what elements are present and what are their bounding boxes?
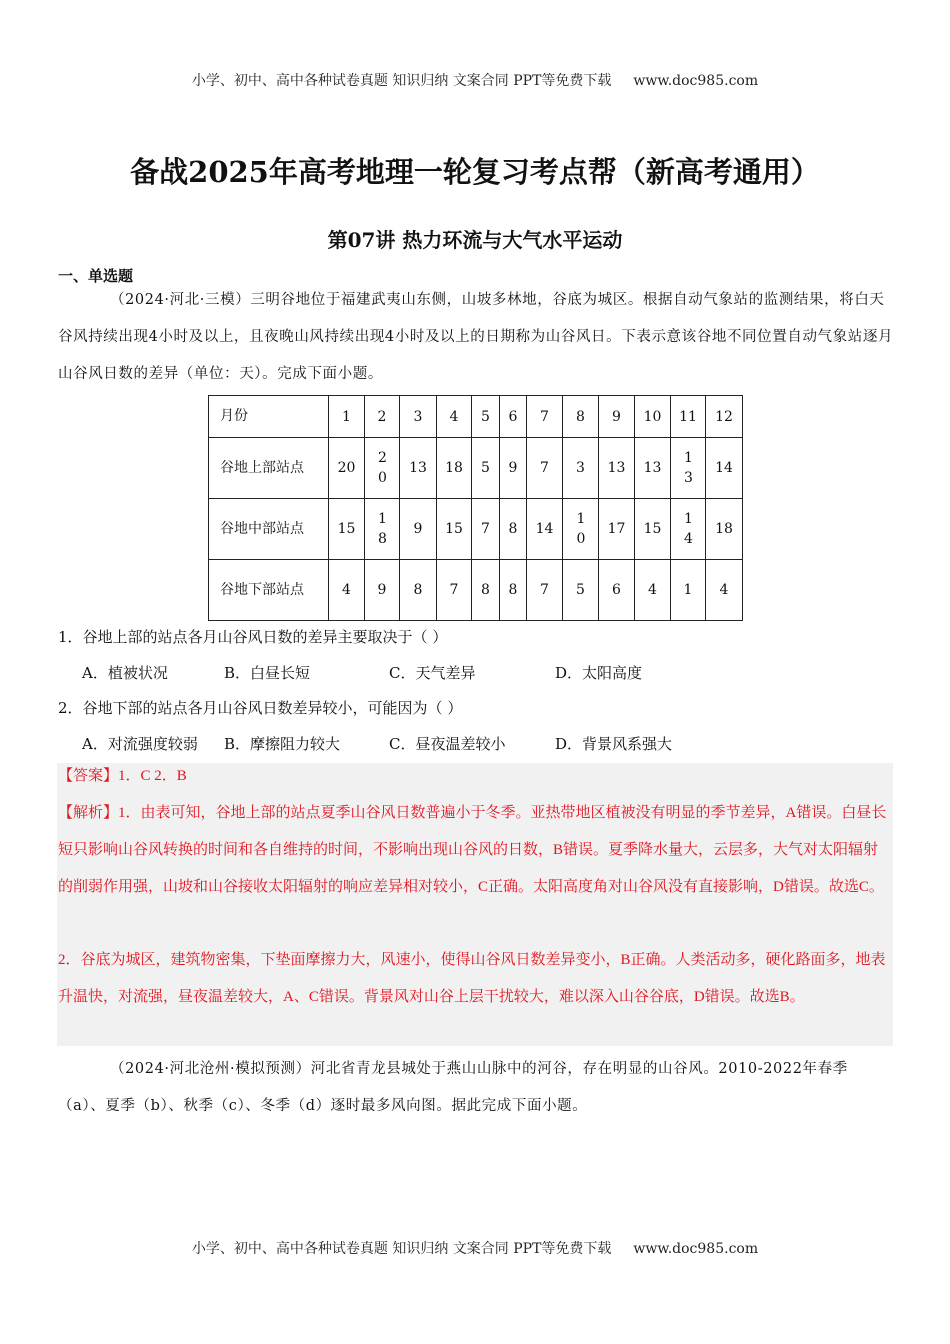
table-cell: 5 (472, 396, 500, 438)
table-cell: 9 (500, 438, 527, 499)
question-2: 2．谷地下部的站点各月山谷风日数差异较小，可能因为（ ） (58, 699, 463, 717)
table-cell: 3 (400, 396, 437, 438)
table-cell: 20 (329, 438, 365, 499)
table-cell: 7 (527, 396, 563, 438)
table-cell: 1 (329, 396, 365, 438)
table-cell: 15 (329, 499, 365, 560)
data-table (208, 395, 743, 621)
q1-option-a: A．植被状况 (82, 664, 168, 682)
table-cell: 9 (400, 499, 437, 560)
table-cell: 14 (706, 438, 743, 499)
table-cell: 8 (472, 560, 500, 621)
table-cell: 13 (400, 438, 437, 499)
table-cell: 谷地上部站点 (209, 438, 329, 499)
lesson-title: 第07讲 热力环流与大气水平运动 (327, 228, 623, 252)
table-header-row (209, 396, 743, 438)
table-cell: 10 (563, 499, 599, 560)
table-row (209, 560, 743, 621)
table-cell: 4 (635, 560, 671, 621)
analysis-1: 【解析】1．由表可知，谷地上部的站点夏季山谷风日数普遍小于冬季。亚热带地区植被没有明显的季节差异，A错误。白昼长短只影响山谷风转换的时间和各自维持的时间，不影响出现山谷风的日数，B错误。夏季降水量大，云层多，大气对太阳辐射的削弱作用强，山坡和山谷接收太阳辐射的响应差异相对较小，C正确。太阳高度角对山谷风没有直接影响，D错误。故选C。 (58, 805, 887, 895)
table-cell: 14 (527, 499, 563, 560)
table-cell: 1 (671, 560, 706, 621)
table-cell: 4 (329, 560, 365, 621)
q2-option-a: A．对流强度较弱 (82, 735, 198, 753)
table-cell: 2 (365, 396, 400, 438)
table-cell: 谷地下部站点 (209, 560, 329, 621)
document-title: 备战2025年高考地理一轮复习考点帮（新高考通用） (130, 155, 820, 189)
header-url[interactable]: www.doc985.com (633, 73, 759, 89)
table-cell: 3 (563, 438, 599, 499)
table-cell: 10 (635, 396, 671, 438)
table-cell: 18 (437, 438, 472, 499)
table-cell: 8 (500, 560, 527, 621)
table-cell: 月份 (209, 396, 329, 438)
table-cell: 5 (472, 438, 500, 499)
analysis-2: 2．谷底为城区，建筑物密集，下垫面摩擦力大，风速小，使得山谷风日数差异变小，B正确。人类活动多，硬化路面多，地表升温快，对流强，昼夜温差较大，A、C错误。背景风对山谷上层干扰较大，难以深入山谷谷底，D错误。故选B。 (58, 952, 886, 1005)
table-row (209, 499, 743, 560)
intro-text: （2024·河北·三模）三明谷地位于福建武夷山东侧，山坡多林地，谷底为城区。根据自动气象站的监测结果，将白天谷风持续出现4小时及以上，且夜晚山风持续出现4小时及以上的日期称为山谷风日。下表示意该谷地不同位置自动气象站逐月山谷风日数的差异（单位：天）。完成下面小题。 (58, 292, 894, 382)
table-cell: 谷地中部站点 (209, 499, 329, 560)
table-cell: 6 (599, 560, 635, 621)
table-cell: 6 (500, 396, 527, 438)
table-cell: 7 (527, 560, 563, 621)
table-cell: 4 (706, 560, 743, 621)
table-cell: 8 (500, 499, 527, 560)
q1-option-d: D．太阳高度 (555, 664, 643, 682)
table-cell: 15 (635, 499, 671, 560)
q2-option-d: D．背景风系强大 (555, 735, 673, 753)
table-cell: 7 (527, 438, 563, 499)
table-cell: 13 (635, 438, 671, 499)
footer-text: 小学、初中、高中各种试卷真题 知识归纳 文案合同 PPT等免费下载 (191, 1241, 612, 1257)
table-cell: 14 (671, 499, 706, 560)
intro2-text: （2024·河北沧州·模拟预测）河北省青龙县城处于燕山山脉中的河谷，存在明显的山谷风。2010-2022年春季（a）、夏季（b）、秋季（c）、冬季（d）逐时最多风向图。据此完成下面小题。 (58, 1061, 848, 1114)
table-cell: 5 (563, 560, 599, 621)
q1-option-c: C．天气差异 (389, 664, 476, 682)
table-cell: 20 (365, 438, 400, 499)
table-cell: 18 (706, 499, 743, 560)
table-cell: 9 (599, 396, 635, 438)
intro-paragraph-2 (58, 1051, 894, 1125)
table-cell: 7 (437, 560, 472, 621)
intro-paragraph (58, 282, 894, 393)
table-cell: 13 (671, 438, 706, 499)
q1-option-b: B．白昼长短 (224, 664, 311, 682)
table-cell: 7 (472, 499, 500, 560)
table-cell: 13 (599, 438, 635, 499)
section-heading: 一、单选题 (58, 267, 134, 285)
table-cell: 18 (365, 499, 400, 560)
table-cell: 15 (437, 499, 472, 560)
page-footer (0, 1238, 950, 1258)
question-1: 1．谷地上部的站点各月山谷风日数的差异主要取决于（ ） (58, 628, 448, 646)
table-cell: 8 (400, 560, 437, 621)
table-cell: 4 (437, 396, 472, 438)
answer-text: 【答案】1．C 2．B (58, 768, 187, 784)
table-cell: 17 (599, 499, 635, 560)
header-text: 小学、初中、高中各种试卷真题 知识归纳 文案合同 PPT等免费下载 (191, 73, 612, 89)
page-header (0, 70, 950, 90)
table-cell: 11 (671, 396, 706, 438)
table-cell: 9 (365, 560, 400, 621)
footer-url[interactable]: www.doc985.com (633, 1241, 759, 1257)
table-cell: 12 (706, 396, 743, 438)
table-row (209, 438, 743, 499)
table-cell: 8 (563, 396, 599, 438)
q2-option-c: C．昼夜温差较小 (389, 735, 506, 753)
q2-option-b: B．摩擦阻力较大 (224, 735, 341, 753)
